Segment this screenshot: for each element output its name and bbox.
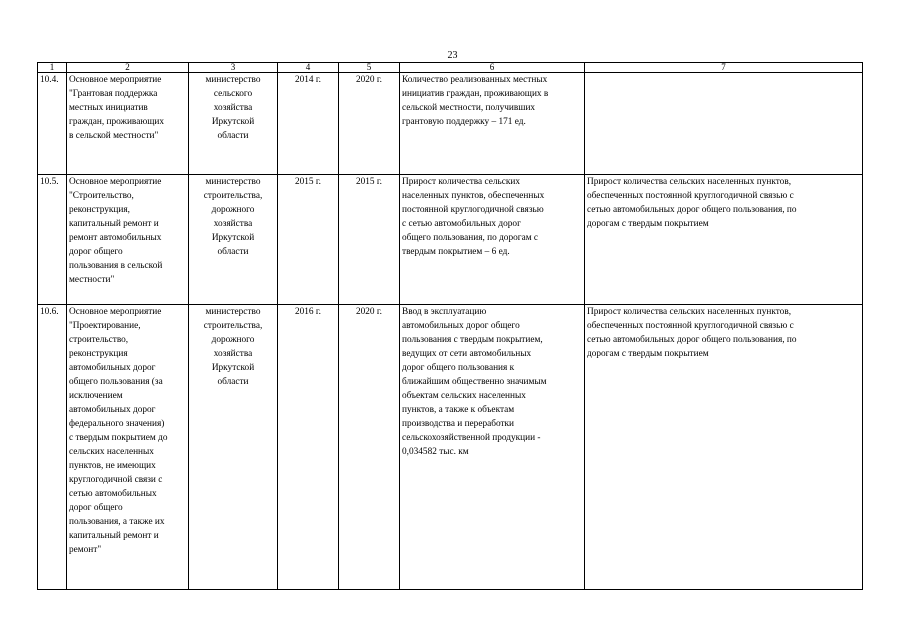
row-indicator: Прирост количества сельских населенных пунктов, обеспеченных постоянной круглогодичной связью с сетью автомобильных дорог общего пользования, по дорогам с твердым покрытием bbox=[585, 175, 863, 305]
row-event: Основное мероприятие "Проектирование, строительство, реконструкция автомобильных дорог общего пользования (за исключением автомобильных дорог федерального значения) с твердым покрытием до сельских населенных пунктов, не имеющих круглогодичной связи с сетью автомобильных дорог общего пользования, а также их капитальный ремонт и ремонт" bbox=[67, 305, 189, 590]
header-col-2: 2 bbox=[67, 63, 189, 73]
row-event: Основное мероприятие "Строительство, реконструкция, капитальный ремонт и ремонт автомобильных дорог общего пользования в сельской местности" bbox=[67, 175, 189, 305]
row-executor: министерство строительства, дорожного хозяйства Иркутской области bbox=[189, 305, 278, 590]
row-end-year: 2020 г. bbox=[339, 305, 400, 590]
row-end-year: 2015 г. bbox=[339, 175, 400, 305]
table-row bbox=[38, 175, 863, 305]
row-executor: министерство сельского хозяйства Иркутской области bbox=[189, 73, 278, 175]
table-row bbox=[38, 305, 863, 590]
header-col-3: 3 bbox=[189, 63, 278, 73]
row-end-year: 2020 г. bbox=[339, 73, 400, 175]
header-col-6: 6 bbox=[400, 63, 585, 73]
row-indicator: Прирост количества сельских населенных пунктов, обеспеченных постоянной круглогодичной связью с сетью автомобильных дорог общего пользования, по дорогам с твердым покрытием bbox=[585, 305, 863, 590]
row-number: 10.5. bbox=[38, 175, 67, 305]
header-col-4: 4 bbox=[278, 63, 339, 73]
table-row bbox=[38, 73, 863, 175]
measures-table bbox=[37, 62, 863, 590]
page-number: 23 bbox=[447, 50, 458, 61]
row-result: Количество реализованных местных инициатив граждан, проживающих в сельской местности, получивших грантовую поддержку – 171 ед. bbox=[400, 73, 585, 175]
row-event: Основное мероприятие "Грантовая поддержка местных инициатив граждан, проживающих в сельской местности" bbox=[67, 73, 189, 175]
row-executor: министерство строительства, дорожного хозяйства Иркутской области bbox=[189, 175, 278, 305]
row-start-year: 2014 г. bbox=[278, 73, 339, 175]
row-number: 10.4. bbox=[38, 73, 67, 175]
row-result: Ввод в эксплуатацию автомобильных дорог общего пользования с твердым покрытием, ведущих от сети автомобильных дорог общего пользования к ближайшим общественно значимым объектам сельских населенных пунктов, а также к объектам производства и переработки сельскохозяйственной продукции - 0,034582 тыс. км bbox=[400, 305, 585, 590]
row-number: 10.6. bbox=[38, 305, 67, 590]
header-col-7: 7 bbox=[585, 63, 863, 73]
row-start-year: 2015 г. bbox=[278, 175, 339, 305]
header-row bbox=[38, 63, 863, 73]
row-indicator bbox=[585, 73, 863, 175]
row-result: Прирост количества сельских населенных пунктов, обеспеченных постоянной круглогодичной связью с сетью автомобильных дорог общего пользования, по дорогам с твердым покрытием – 6 ед. bbox=[400, 175, 585, 305]
header-col-1: 1 bbox=[38, 63, 67, 73]
row-start-year: 2016 г. bbox=[278, 305, 339, 590]
header-col-5: 5 bbox=[339, 63, 400, 73]
